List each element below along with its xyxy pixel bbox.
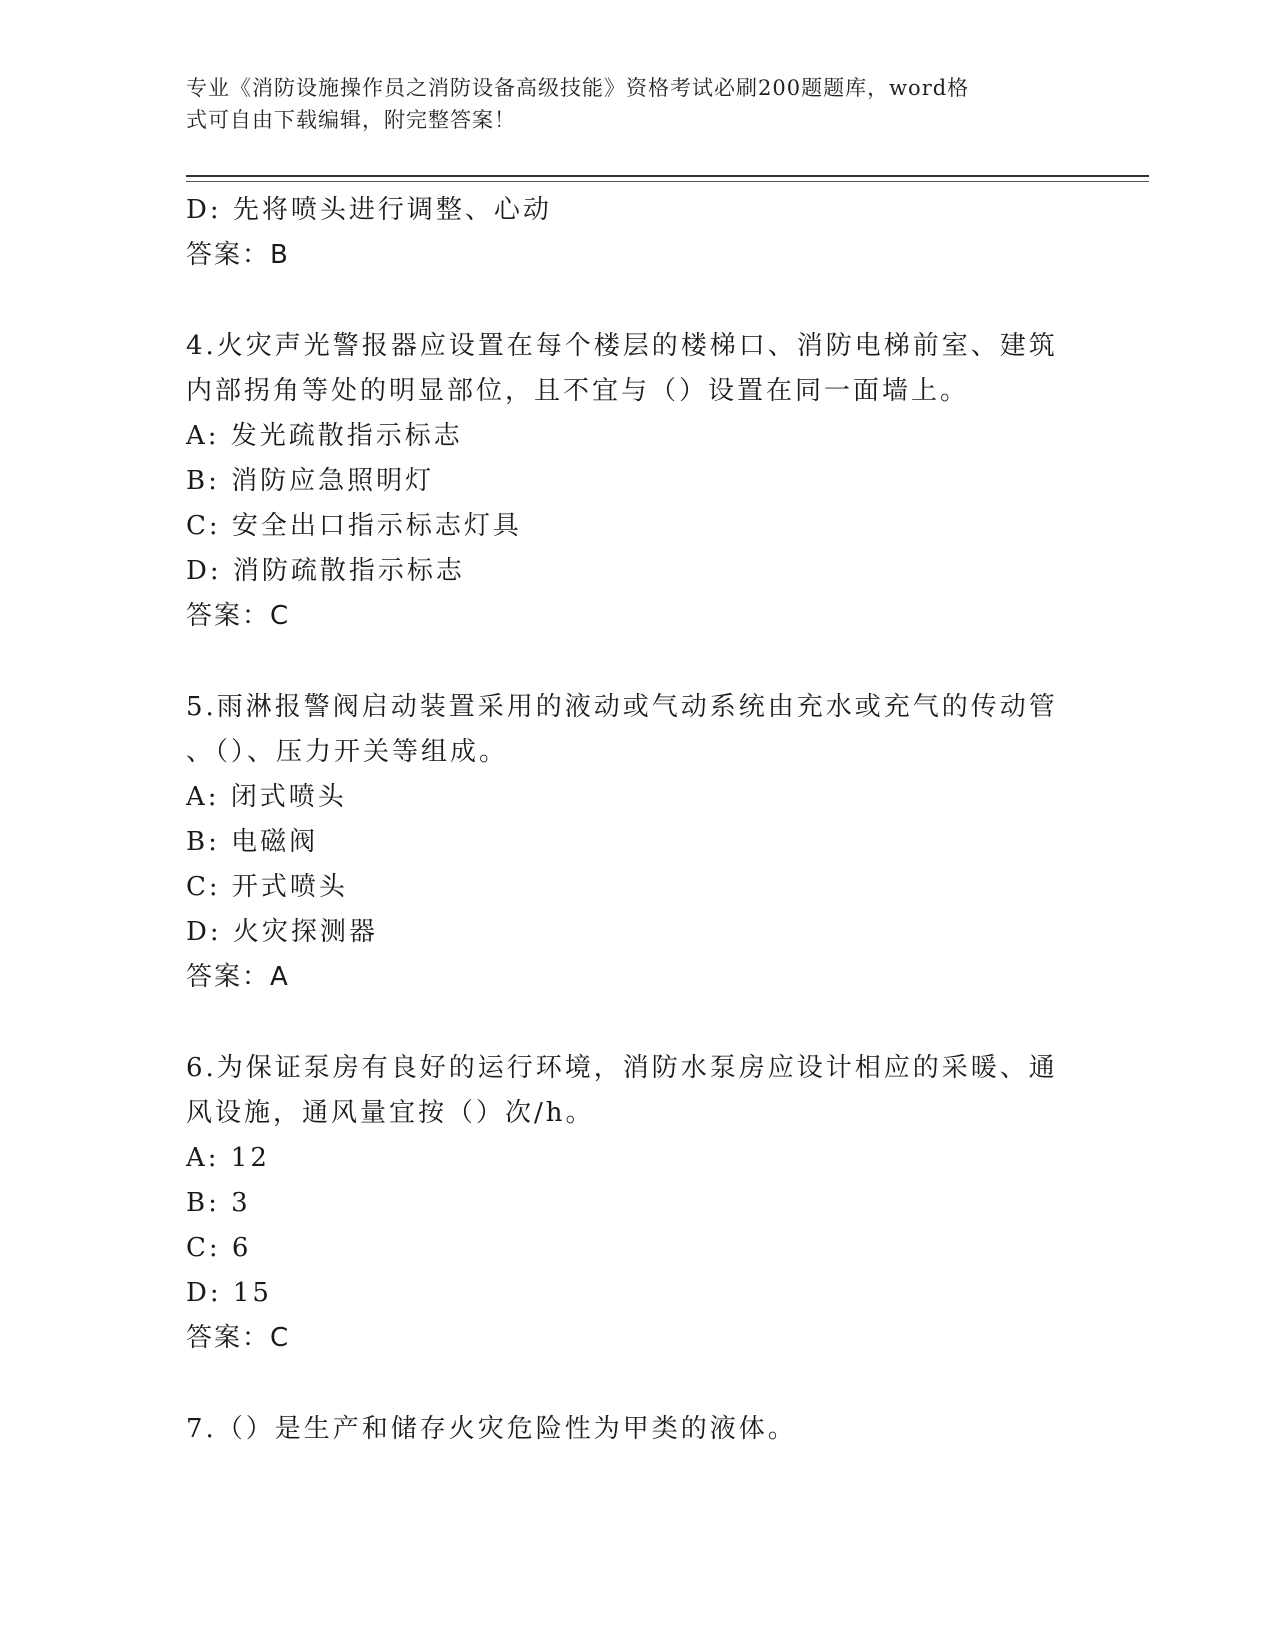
option-c: C: 开式喷头 — [186, 872, 348, 902]
option-d: D: 火灾探测器 — [186, 917, 378, 947]
question-4 — [186, 324, 1066, 639]
header-line-2: 式可自由下载编辑，附完整答案！ — [186, 108, 516, 132]
answer-line: 答案：C — [186, 1323, 291, 1353]
option-d: D: 消防疏散指示标志 — [186, 556, 465, 586]
question-text-line-2: 风设施，通风量宜按（）次/h。 — [186, 1098, 595, 1128]
option-c: C: 安全出口指示标志灯具 — [186, 511, 522, 541]
answer-line: 答案：C — [186, 601, 291, 631]
option-d: D: 15 — [186, 1278, 272, 1308]
question-3-continuation — [186, 188, 1066, 278]
header-line-1: 专业《消防设施操作员之消防设备高级技能》资格考试必刷200题题库，word格 — [186, 76, 970, 100]
question-5 — [186, 685, 1066, 1000]
option-b: B: 消防应急照明灯 — [186, 466, 435, 496]
question-text-line-1: 4.火灾声光警报器应设置在每个楼层的楼梯口、消防电梯前室、建筑 — [186, 331, 1058, 361]
question-7 — [186, 1407, 1066, 1452]
option-a: A: 闭式喷头 — [186, 782, 347, 812]
option-d: D: 先将喷头进行调整、心动 — [186, 195, 552, 225]
answer-line: 答案：A — [186, 962, 290, 992]
question-text-line-2: 内部拐角等处的明显部位，且不宜与（）设置在同一面墙上。 — [186, 376, 970, 406]
option-b: B: 电磁阀 — [186, 827, 319, 857]
question-text-line-1: 7.（）是生产和储存火灾危险性为甲类的液体。 — [186, 1414, 797, 1444]
option-c: C: 6 — [186, 1233, 252, 1263]
question-text-line-1: 6.为保证泵房有良好的运行环境，消防水泵房应设计相应的采暖、通 — [186, 1053, 1058, 1083]
option-b: B: 3 — [186, 1188, 251, 1218]
option-a: A: 发光疏散指示标志 — [186, 421, 463, 451]
question-text-line-1: 5.雨淋报警阀启动装置采用的液动或气动系统由充水或充气的传动管 — [186, 692, 1058, 722]
header-divider-thick — [186, 175, 1149, 177]
answer-line: 答案：B — [186, 240, 290, 270]
option-a: A: 12 — [186, 1143, 270, 1173]
question-text-line-2: 、（）、压力开关等组成。 — [186, 737, 509, 767]
header-divider-thin — [186, 181, 1149, 182]
document-body — [186, 188, 1066, 1452]
document-header — [186, 72, 1066, 136]
question-6 — [186, 1046, 1066, 1361]
